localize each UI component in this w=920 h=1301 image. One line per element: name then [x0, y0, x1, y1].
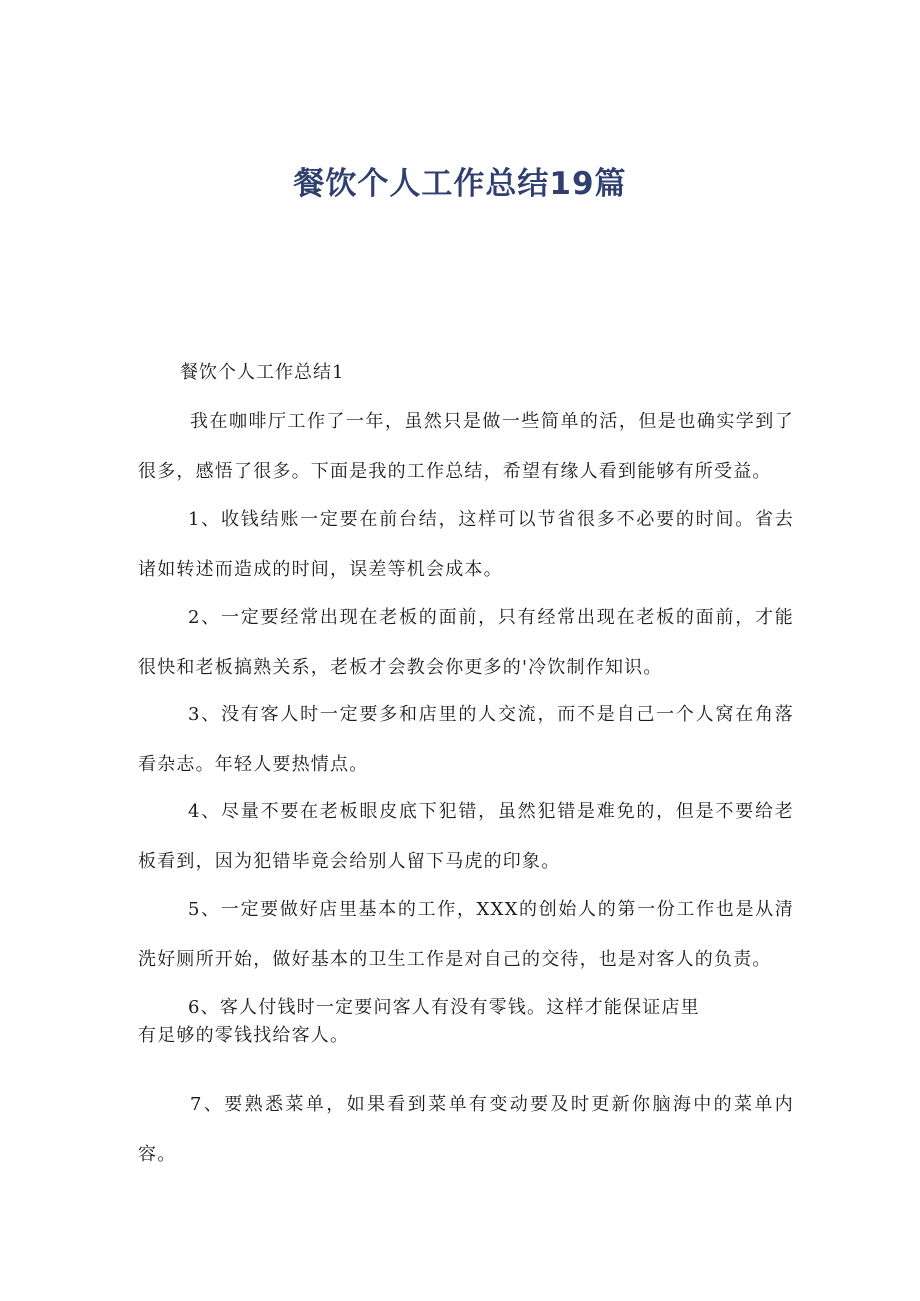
paragraph-intro: 我在咖啡厅工作了一年，虽然只是做一些简单的活，但是也确实学到了很多，感悟了很多。下面是我的工作总结，希望有缘人看到能够有所受益。: [138, 411, 794, 482]
paragraph-item-6-line-2: 有足够的零钱找给客人。: [138, 1025, 350, 1046]
paragraph-item-6: [138, 994, 794, 1050]
paragraph-item-1: 1、收钱结账一定要在前台结，这样可以节省很多不必要的时间。省去诸如转述而造成的时间，误差等机会成本。: [138, 509, 794, 580]
paragraph-item-4: 4、尽量不要在老板眼皮底下犯错，虽然犯错是难免的，但是不要给老板看到，因为犯错毕竟会给别人留下马虎的印象。: [138, 801, 794, 872]
document-title: 餐饮个人工作总结19篇: [293, 166, 627, 202]
paragraph-item-2: 2、一定要经常出现在老板的面前，只有经常出现在老板的面前，才能很快和老板搞熟关系，老板才会教会你更多的'冷饮制作知识。: [138, 607, 794, 678]
paragraph-item-7: 7、要熟悉菜单，如果看到菜单有变动要及时更新你脑海中的菜单内容。: [138, 1094, 794, 1165]
paragraph-item-5: 5、一定要做好店里基本的工作，XXX的创始人的第一份工作也是从清洗好厕所开始，做好基本的卫生工作是对自己的交待，也是对客人的负责。: [138, 899, 794, 970]
section-heading: 餐饮个人工作总结1: [180, 362, 345, 383]
paragraph-item-6-line-1: 6、客人付钱时一定要问客人有没有零钱。这样才能保证店里: [188, 997, 700, 1018]
paragraph-item-3: 3、没有客人时一定要多和店里的人交流，而不是自己一个人窝在角落看杂志。年轻人要热情点。: [138, 704, 794, 775]
